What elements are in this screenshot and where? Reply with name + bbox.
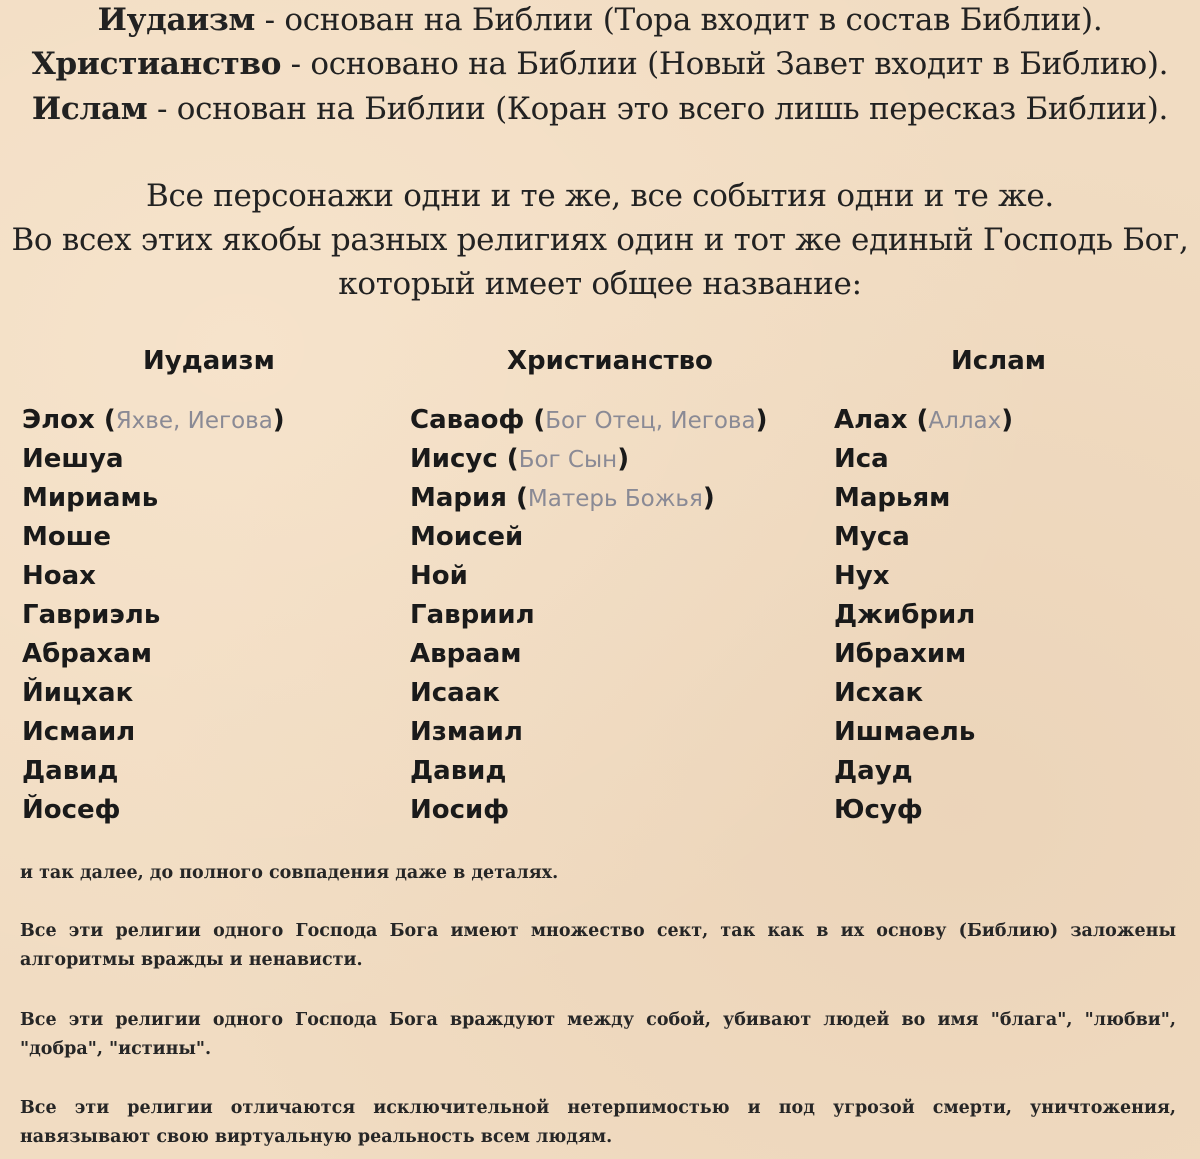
islam-name: Иса <box>834 444 889 474</box>
christianity-name: Иисус <box>410 444 498 474</box>
islam-name-row <box>834 752 1013 791</box>
christianity-name-row: Иисус (Бог Сын) <box>410 444 630 474</box>
christianity-name: Измаил <box>410 717 523 747</box>
christianity-name: Давид <box>410 756 507 786</box>
column-header-islam: Ислам <box>951 346 1047 376</box>
judaism-name: Йицхак <box>22 678 134 708</box>
judaism-name-row <box>22 791 285 830</box>
islam-name: Юсуф <box>834 795 923 825</box>
judaism-name-row <box>22 557 285 596</box>
intro-line-christianity <box>0 46 1200 82</box>
judaism-name-row <box>22 752 285 791</box>
islam-name: Исхак <box>834 678 924 708</box>
christianity-name-row: Саваоф (Бог Отец, Иегова) <box>410 405 768 435</box>
judaism-name: Моше <box>22 522 111 552</box>
islam-name-row: Алах (Аллах) <box>834 405 1014 435</box>
islam-name-row <box>834 713 1013 752</box>
intro-line-characters: Все персонажи одни и те же, все события одни и те же. <box>146 178 1054 214</box>
judaism-name-row <box>22 596 285 635</box>
islam-name-row <box>834 791 1013 830</box>
christianity-name: Мария <box>410 483 507 513</box>
intro-text-islam: - основан на Библии (Коран это всего лишь пересказ Библии). <box>147 91 1169 127</box>
islam-name: Марьям <box>834 483 951 513</box>
intro-text-judaism: - основан на Библии (Тора входит в состав Библии). <box>255 2 1103 38</box>
christianity-name-row <box>410 752 767 791</box>
column-header-judaism: Иудаизм <box>143 346 275 376</box>
intro-line-god: Во всех этих якобы разных религиях один и тот же единый Господь Бог, <box>11 222 1189 258</box>
islam-name-row <box>834 635 1013 674</box>
christianity-alternate-name: Бог Отец, Иегова <box>545 408 756 434</box>
islam-name-row <box>834 440 1013 479</box>
judaism-name: Исмаил <box>22 717 136 747</box>
note-sects: Все эти религии одного Господа Бога имеют множество сект, так как в их основу (Библию) заложены алгоритмы вражды и ненависти. <box>20 921 1176 970</box>
christianity-name: Исаак <box>410 678 500 708</box>
christianity-name: Иосиф <box>410 795 510 825</box>
islam-name: Дауд <box>834 756 913 786</box>
christianity-name-row <box>410 596 767 635</box>
judaism-name-row <box>22 635 285 674</box>
judaism-name: Давид <box>22 756 119 786</box>
judaism-name: Мириамь <box>22 483 159 513</box>
judaism-name: Йосеф <box>22 795 121 825</box>
judaism-name: Гавриэль <box>22 600 161 630</box>
intro-term-christianity: Христианство <box>31 46 282 82</box>
christianity-name-row <box>410 674 767 713</box>
christianity-name-row: Мария (Матерь Божья) <box>410 483 715 513</box>
column-header-christianity: Христианство <box>507 346 713 376</box>
intro-line-islam <box>0 91 1200 127</box>
christianity-name: Авраам <box>410 639 522 669</box>
judaism-name-row <box>22 518 285 557</box>
christianity-name-row <box>410 713 767 752</box>
christianity-name: Гавриил <box>410 600 535 630</box>
judaism-name-row <box>22 713 285 752</box>
christianity-alternate-name: Матерь Божья <box>527 486 703 512</box>
judaism-alternate-name: Яхве, Иегова <box>115 408 273 434</box>
islam-name: Нух <box>834 561 890 591</box>
islam-name-row <box>834 479 1013 518</box>
christianity-name-row <box>410 557 767 596</box>
islam-name-row <box>834 557 1013 596</box>
islam-name: Джибрил <box>834 600 976 630</box>
judaism-name-row <box>22 440 285 479</box>
column-christianity <box>410 401 767 830</box>
intro-term-islam: Ислам <box>31 91 148 127</box>
judaism-name: Абрахам <box>22 639 152 669</box>
judaism-name: Элох <box>22 405 95 435</box>
column-judaism <box>22 401 285 830</box>
note-intolerance: Все эти религии отличаются исключительной нетерпимостью и под угрозой смерти, уничтожения, навязывают свою виртуальную реальность всем людям. <box>20 1098 1176 1147</box>
islam-name: Муса <box>834 522 910 552</box>
islam-name: Ишмаель <box>834 717 976 747</box>
christianity-name-row <box>410 791 767 830</box>
judaism-name-row <box>22 674 285 713</box>
column-islam <box>834 401 1013 830</box>
judaism-name: Иешуа <box>22 444 124 474</box>
islam-name-row <box>834 596 1013 635</box>
judaism-name: Ноах <box>22 561 96 591</box>
christianity-name-row <box>410 635 767 674</box>
islam-name: Алах <box>834 405 908 435</box>
islam-name-row <box>834 518 1013 557</box>
intro-line-judaism <box>0 2 1200 38</box>
islam-alternate-name: Аллах <box>928 408 1002 434</box>
christianity-name: Саваоф <box>410 405 525 435</box>
christianity-alternate-name: Бог Сын <box>518 447 618 473</box>
note-hostility: Все эти религии одного Господа Бога враждуют между собой, убивают людей во имя "блага", "любви", "добра", "истины". <box>20 1010 1176 1059</box>
christianity-name-row <box>410 518 767 557</box>
intro-line-name: который имеет общее название: <box>338 266 862 302</box>
intro-text-christianity: - основано на Библии (Новый Завет входит в Библию). <box>281 46 1169 82</box>
intro-term-judaism: Иудаизм <box>97 2 256 38</box>
christianity-name: Ной <box>410 561 468 591</box>
judaism-name-row: Элох (Яхве, Иегова) <box>22 405 285 435</box>
islam-name: Ибрахим <box>834 639 967 669</box>
christianity-name: Моисей <box>410 522 524 552</box>
islam-name-row <box>834 674 1013 713</box>
judaism-name-row <box>22 479 285 518</box>
note-details: и так далее, до полного совпадения даже в деталях. <box>20 863 559 883</box>
